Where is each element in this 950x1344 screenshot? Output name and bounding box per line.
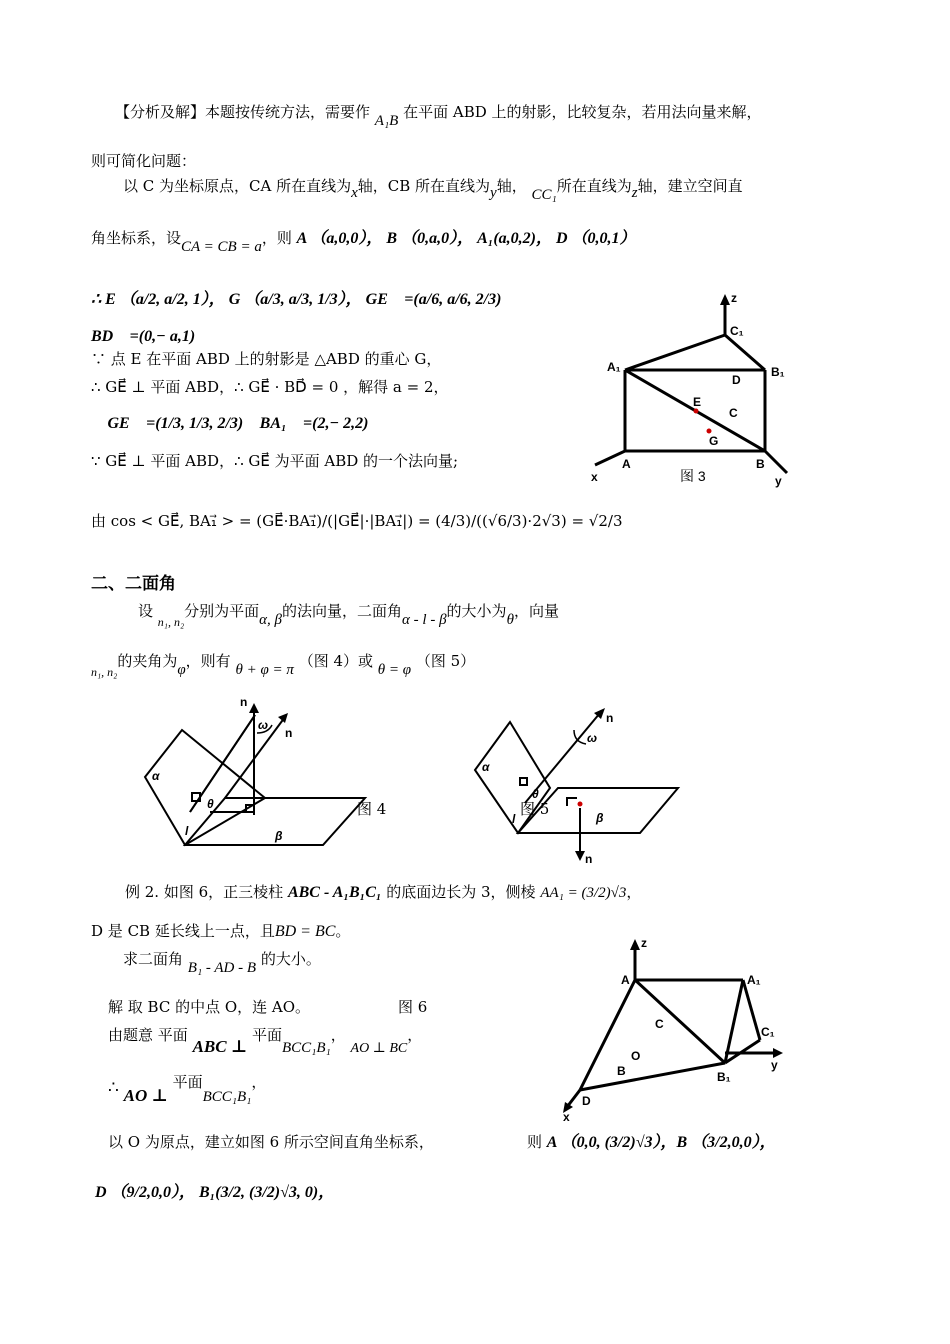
fig3-caption: 图 3 (680, 468, 706, 484)
intro-l4b: ，则 (261, 229, 292, 247)
fig5-caption: 图 5 (520, 800, 550, 818)
step-perp: ∴ GE⃗ ⊥ 平面 ABD，∴ GE⃗ · BD⃗ = 0 ，解得 a = 2， (91, 378, 449, 396)
fig3-label-y: y (775, 474, 782, 488)
var-cc1: CC₁ (531, 187, 557, 203)
fig5-label-beta: β (596, 811, 604, 825)
fig5-label-theta: θ (532, 787, 539, 801)
s2-p1b: 分别为平面 (184, 602, 260, 620)
step-ge-ba1: ∴ GE⃗ =(1/3, 1/3, 2/3)， BA₁⃗ =(2,− 2,2)， (91, 415, 381, 432)
section2-para2 (91, 652, 476, 679)
s2-p2d: （图 5） (415, 652, 476, 670)
fig4-label-alpha: α (152, 769, 160, 783)
eq-ca-cb: CA = CB = a (181, 239, 262, 255)
ex2-l1b: 的底面边长为 3，侧棱 (386, 883, 536, 901)
var-x: x (351, 185, 358, 201)
sol-coords-ab: A （0,0, (3/2)√3），B （3/2,0,0）， (546, 1134, 776, 1151)
fig6-label-d: D (582, 1094, 591, 1108)
intro-l4a: 角坐标系，设 (91, 229, 182, 247)
sol-l3c: ， (251, 1073, 267, 1091)
fig6-label-b1: B₁ (717, 1070, 731, 1084)
section2-para1 (138, 602, 559, 629)
step-normal: ∵ GE⃗ ⊥ 平面 ABD，∴ GE⃗ 为平面 ABD 的一个法向量; (91, 452, 459, 470)
ex2-l1a: 例 2. 如图 6，正三棱柱 (125, 883, 284, 901)
s2-p2c: （图 4）或 (298, 652, 373, 670)
sol-l2d: ， (407, 1026, 423, 1044)
step-projection: ∵ 点 E 在平面 ABD 上的射影是 △ABD 的重心 G， (91, 350, 442, 368)
fig4-label-n: n (285, 726, 293, 740)
s2-eq1: θ + φ = π (235, 662, 294, 678)
solution-line4-then (527, 1133, 776, 1152)
example2-line3 (123, 950, 321, 976)
s2-p1c: 的法向量，二面角 (282, 602, 403, 620)
s2-alpha-beta: α, β (259, 612, 283, 628)
s2-n1n2-2: n₁, n₂ (91, 665, 118, 679)
intro-line4 (91, 229, 636, 255)
ex2-prism: ABC - A₁B₁C₁ (287, 884, 382, 901)
sol-then: 则 (527, 1133, 543, 1151)
solution-line4: 以 O 为原点，建立如图 6 所示空间直角坐标系， (108, 1133, 434, 1151)
var-a1b: A₁B (374, 113, 399, 129)
coords-list: A （a,0,0）， B （0,a,0）， A₁(a,0,2)， D （0,0,1） (296, 230, 636, 247)
fig3-label-z: z (731, 291, 737, 305)
s2-theta: θ (506, 612, 514, 628)
sol-l2c: ， (330, 1026, 346, 1044)
fig6-caption: 图 6 (398, 998, 428, 1016)
fig6-label-z: z (641, 936, 647, 950)
fig4-label-beta: β (275, 829, 283, 843)
fig3-label-c1: C₁ (730, 324, 744, 338)
figure-3 (585, 290, 805, 490)
sol-bcc1b1: BCC₁B₁ (281, 1040, 331, 1056)
step-e-g-ge: ∴ E （a/2, a/2, 1）， G （a/3, a/3, 1/3）， GE⃗ =(a/6, a/6, 2/3)， (91, 291, 514, 308)
fig3-label-e: E (693, 395, 702, 409)
solution-line1: 解 取 BC 的中点 O，连 AO。 (108, 998, 311, 1016)
fig6-label-a: A (621, 973, 630, 987)
fig3-label-a: A (622, 457, 631, 471)
fig4-label-l: l (185, 824, 189, 838)
example2-line2 (91, 922, 350, 941)
section-2-title: 二、二面角 (91, 574, 176, 594)
solution-line3 (108, 1072, 267, 1105)
solution-line2 (108, 1025, 423, 1056)
sol-l3a: ∴ (108, 1078, 119, 1098)
sol-l3b: 平面 (172, 1073, 203, 1091)
ex2-bd-bc: BD = BC (274, 923, 336, 940)
s2-n1n2: n₁, n₂ (157, 615, 185, 629)
s2-p1e: ，向量 (513, 602, 559, 620)
ex2-l3a: 求二面角 (123, 950, 184, 968)
intro-l3c: 轴， (496, 177, 527, 195)
fig6-label-x: x (563, 1110, 570, 1124)
sol-l2b: 平面 (251, 1026, 282, 1044)
intro-l3d: 所在直线为 (556, 177, 632, 195)
sol-abc-perp: ABC ⊥ (192, 1037, 248, 1056)
fig3-label-x: x (591, 470, 598, 484)
s2-p1a: 设 (138, 602, 154, 620)
ex2-l2a: D 是 CB 延长线上一点，且 (91, 922, 275, 940)
fig4-label-theta: θ (207, 797, 214, 811)
fig5-label-l: l (512, 812, 516, 826)
sol-ao-perp-bc: AO ⊥ BC (350, 1041, 408, 1056)
intro-suffix: 在平面 ABD 上的射影，比较复杂，若用法向量来解， (403, 103, 762, 121)
figure-5 (470, 708, 670, 868)
fig5-label-omega: ω (587, 731, 598, 745)
var-z: z (631, 185, 638, 201)
s2-eq2: θ = φ (377, 662, 412, 678)
fig4-label-omega: ω (258, 718, 269, 732)
step-bd: BD⃗ =(0,− a,1)， (91, 328, 208, 345)
var-y: y (490, 185, 497, 201)
fig5-label-alpha: α (482, 760, 490, 774)
example2-line1 (125, 883, 641, 902)
fig3-label-c: C (729, 406, 738, 420)
sol-ao-perp: AO ⊥ (123, 1086, 168, 1105)
solution-line5: D （9/2,0,0）， B₁(3/2, (3/2)√3, 0)， (95, 1184, 335, 1201)
sol-bcc1b1-2: BCC₁B₁ (202, 1089, 252, 1105)
fig3-label-b: B (756, 457, 765, 471)
s2-p2b: ，则有 (185, 652, 231, 670)
ex2-l1c: ， (626, 883, 642, 901)
fig4-label-n-vert: n (240, 695, 248, 709)
fig3-label-d: D (732, 373, 741, 387)
figure-4 (140, 695, 340, 855)
intro-line3 (123, 177, 743, 203)
ex2-dihedral: B₁ - AD - B (187, 960, 257, 976)
step-cos: 由 cos < GE⃗, BA₁⃗ > = (GE⃗·BA₁⃗)/(|GE⃗|·|BA₁⃗|) = (4/3)/((√6/3)·2√3) = √2/3 (91, 512, 623, 530)
fig5-label-n-bottom: n (585, 852, 593, 866)
fig6-label-c1: C₁ (761, 1025, 775, 1039)
fig4-caption: 图 4 (357, 800, 387, 818)
intro-l3a: 以 C 为坐标原点，CA 所在直线为 (123, 177, 352, 195)
intro-l3b: 轴，CB 所在直线为 (357, 177, 491, 195)
intro-line2: 则可简化问题： (91, 152, 197, 170)
fig5-label-n-top: n (606, 711, 614, 725)
fig6-label-b: B (617, 1064, 626, 1078)
ex2-l2b: 。 (335, 922, 351, 940)
s2-phi: φ (177, 662, 186, 678)
s2-p1d: 的大小为 (446, 602, 507, 620)
s2-p2a: 的夹角为 (117, 652, 178, 670)
fig6-label-c: C (655, 1017, 664, 1031)
ex2-aa1: AA₁ = (3/2)√3 (540, 885, 627, 901)
fig6-label-a1: A₁ (747, 973, 761, 987)
intro-line1 (115, 103, 762, 129)
fig3-label-g: G (709, 434, 719, 448)
s2-dihedral: α - l - β (402, 612, 447, 628)
figure-6 (555, 935, 795, 1125)
fig6-label-y: y (771, 1058, 778, 1072)
fig3-label-a1: A₁ (607, 360, 621, 374)
fig3-label-b1: B₁ (771, 365, 785, 379)
fig6-label-o: O (631, 1049, 641, 1063)
intro-prefix: 【分析及解】本题按传统方法，需要作 (115, 103, 371, 121)
sol-l2a: 由题意 平面 (108, 1026, 188, 1044)
ex2-l3b: 的大小。 (260, 950, 321, 968)
intro-l3e: 轴，建立空间直 (637, 177, 743, 195)
